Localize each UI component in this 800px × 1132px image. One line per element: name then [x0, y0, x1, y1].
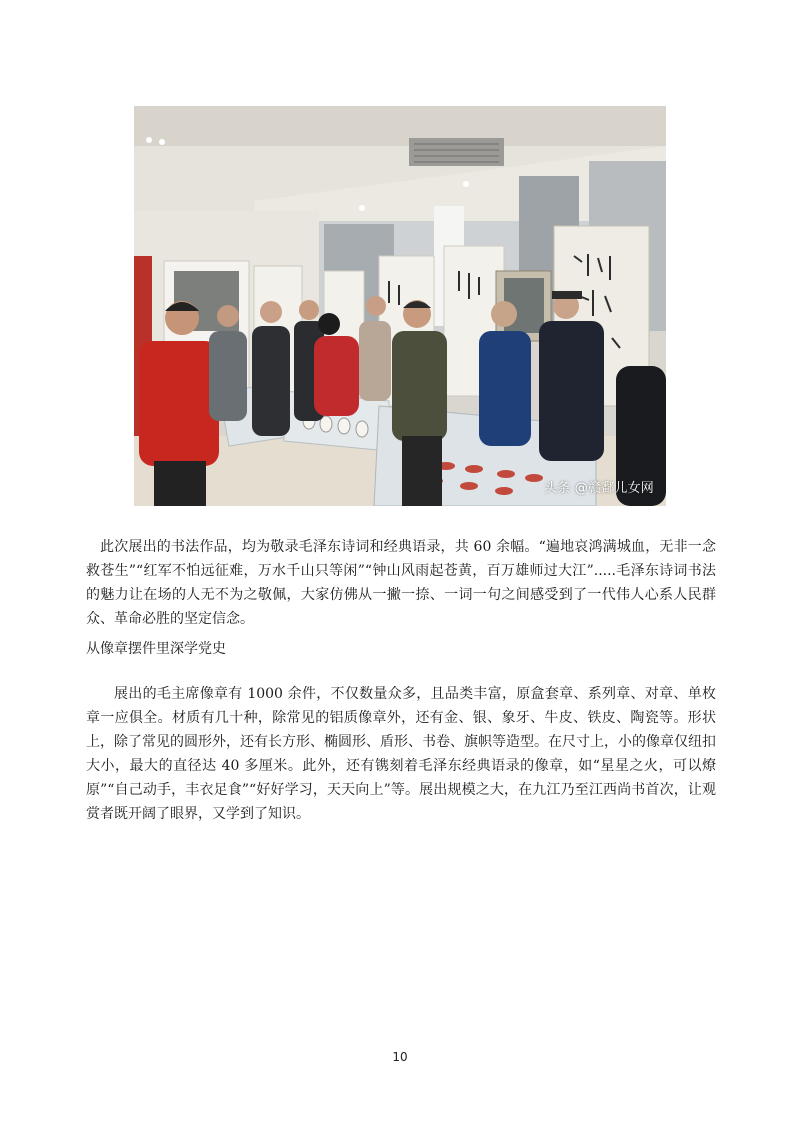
exhibition-photo: [134, 106, 666, 506]
section-heading: 从像章摆件里深学党史: [86, 641, 226, 657]
exhibition-photo-drawing: [134, 106, 666, 506]
paragraph-calligraphy: 此次展出的书法作品，均为敬录毛泽东诗词和经典语录，共 60 余幅。“遍地哀鸿满城血，无非一念救苍生”“红军不怕远征难，万水千山只等闲”“钟山风雨起苍黄，百万雄师过大江”.....毛泽东诗词书法的魅力让在场的人无不为之敬佩，大家仿佛从一撇一捺、一词一句之间感受到了一代伟人心系人民群众、革命必胜的坚定信念。: [86, 539, 716, 627]
paragraph-badges: 展出的毛主席像章有 1000 余件，不仅数量众多，且品类丰富，原盒套章、系列章、对章、单枚章一应俱全。材质有几十种，除常见的铝质像章外，还有金、银、象牙、牛皮、铁皮、陶瓷等。形状上，除了常见的圆形外，还有长方形、椭圆形、盾形、书卷、旗帜等造型。在尺寸上，小的像章仅纽扣大小，最大的直径达 40 多厘米。此外，还有镌刻着毛泽东经典语录的像章，如“星星之火，可以燎原”“自己动手，丰衣足食”“好好学习，天天向上”等。展出规模之大，在九江乃至江西尚书首次，让观赏者既开阔了眼界，又学到了知识。: [86, 686, 716, 822]
photo-watermark: 头条 @赣鄱儿女网: [544, 481, 654, 496]
page-number: 10: [392, 1050, 408, 1064]
